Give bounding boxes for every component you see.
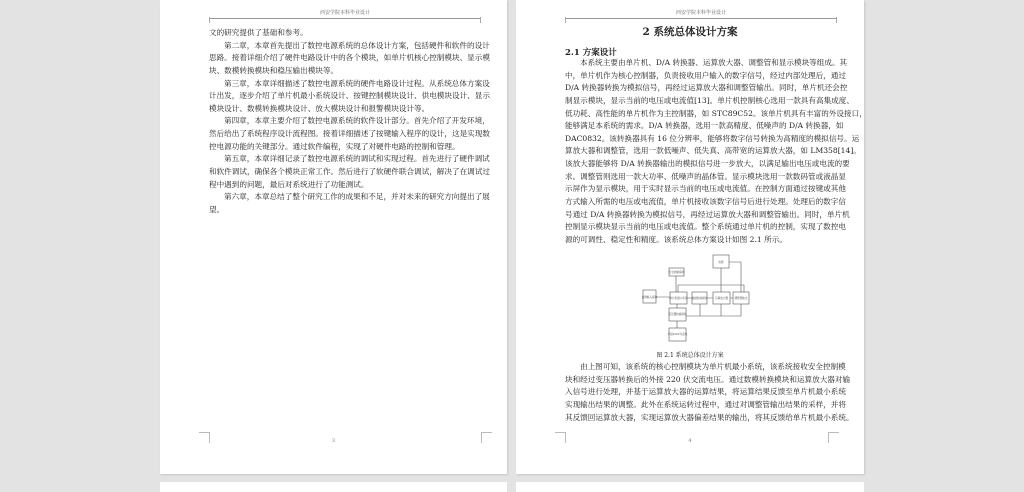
page-number: 3 [331,438,336,444]
text-line: 块、数模转换模块和稳压输出模块等。 [209,65,339,75]
text-line: 程中遇到的问题，最后对系统进行了功能测试。 [209,179,369,189]
text-line: 其反馈回运算放大器，实现运算放大器偏差结果的输出，将其反馈给单片机最小系统。 [565,412,854,422]
page-body [209,27,490,217]
page-3 [160,0,507,474]
block-label: 运算放大器 [715,297,728,300]
block-label: 单片机最小系统 [669,297,688,300]
text-line: 控电源功能的关键部分。通过软件编程，实现了对硬件电路的控制和管理。 [209,141,460,151]
text-line: 控制显示模块显示当前的电压或电流值。整个系统通过单片机的控制，实现了数控电 [565,222,846,232]
text-line: 计出发，逐步介绍了单片机最小系统设计、按键控制模块设计、供电模块设计、显示 [209,91,490,101]
page-header: 西安学院本科毕业设计 [209,9,481,19]
page-4 [516,0,867,474]
section-title: 2.1 方案设计 [565,48,617,58]
text-line: 模块设计、数模转换模块设计、放大模块设计和报警模块设计等。 [209,103,430,113]
text-line: 该放大器能够将 D/A 转换器输出的模拟信号进一步放大，以满足输出电压或电流的要 [565,159,850,169]
block-label: 调整管输出 [734,297,748,300]
text-line: 入信号进行处理，并基于运算放大器的运算结果，将运算结果反馈至单片机最小系统 [565,387,846,397]
page-body [565,361,854,424]
text-line: 算放大器和调整管，选用一款低噪声、低失真、高带宽的运算放大器，如 LM358[14]。 [565,146,861,156]
text-line: 然后给出了系统程序设计流程图。接着详细描述了按键输入程序的设计，这是实现数 [209,129,490,139]
text-line: 求。调整管则选用一款大功率、低噪声的晶体管。显示模块选用一款数码管或液晶显 [565,171,846,181]
text-line: 实现输出结果的调整。此外在系统运转过程中，通过对调整管输出结果的采样，并将 [565,399,846,409]
next-page-edge [160,482,507,492]
text-line: 方式输入所需的电压或电流值，单片机接收该数字信号后进行处理。处理后的数字信 [565,197,846,207]
figure-caption: 图 2.1 系统总体设计方案 [656,352,724,359]
text-line: 望。 [209,204,225,214]
block-label: 外接220V交流电 [667,333,688,336]
block-label: 数模转换模块 [691,297,708,300]
text-line: 文的研究提供了基础和参考。 [209,28,308,37]
text-line: 思路。接着详细介绍了硬件电路设计中的各个模块，如单片机核心控制模块、显示模 [209,53,490,63]
text-line: 和软件调试，确保各个模块正常工作。然后进行了软硬件联合调试，解决了在调试过 [209,167,490,177]
text-line: 能够满足本系统的需求。D/A 转换器，选用一款高精度、低噪声的 D/A 转换器，如 [565,121,844,131]
block-label: 电源 [718,261,724,264]
next-page-edge [516,482,864,492]
block-label: 安全控制模块 [668,271,685,274]
text-line: D/A 转换器转换为模拟信号，再经过运算放大器和调整管输出。同时，单片机还会控 [565,83,848,93]
text-line: 号通过 D/A 转换器转换为模拟信号，再经过运算放大器和调整管输出。同时，单片机 [565,209,850,219]
text-line: 源的可调性、稳定性和精度。该系统总体方案设计如图 2.1 所示。 [565,234,787,244]
text-line: 示屏作为显示模块，用于实时显示当前的电压或电流值。在控制方面通过按键或其他 [565,184,846,194]
text-line: 第三章，本章详细描述了数控电源系统的硬件电路设计过程。从系统总体方案设 [224,78,490,88]
text-line: 由上图可知，该系统的核心控制模块为单片机最小系统，该系统接收安全控制模 [580,362,846,371]
text-line: 低功耗、高性能的单片机作为主控制器，如 STC89C52。该单片机具有丰富的外设接口， [565,108,867,118]
chapter-title: 2 系统总体设计方案 [642,26,738,38]
page-header: 西安学院本科毕业设计 [565,9,837,19]
text-line: 本系统主要由单片机、D/A 转换器、运算放大器、调整管和显示模块等组成。其 [580,58,848,67]
text-line: DAC0832。该转换器具有 16 位分辨率，能够将数字信号转换为高精度的模拟信号。运 [565,133,860,143]
text-line: 制显示模块，显示当前的电压或电流值[13]。单片机控制核心选用一款具有高集成度、 [565,95,854,105]
text-line: 第五章，本章详细记录了数控电源系统的调试和实现过程。首先进行了硬件调试 [224,154,490,164]
text-line: 中，单片机作为核心控制器，负责接收用户输入的数字信号，经过内部处理后，通过 [565,70,846,80]
text-line: 第四章，本章主要介绍了数控电源系统的软件设计部分。首先介绍了开发环境， [224,116,490,126]
text-line: 块和经过变压器转换后的外接 220 伏交流电压。通过数模转换模块和运算放大器对输 [565,374,851,384]
text-line: 第二章，本章首先提出了数控电源系统的总体设计方案，包括硬件和软件的设计 [224,40,490,50]
block-label: 按键输入模块 [641,296,658,299]
page-number: 4 [688,438,692,444]
text-line: 第六章，本章总结了整个研究工作的成果和不足，并对未来的研究方向提出了展 [224,192,490,202]
block-label: 变压器转换模块 [668,313,687,316]
